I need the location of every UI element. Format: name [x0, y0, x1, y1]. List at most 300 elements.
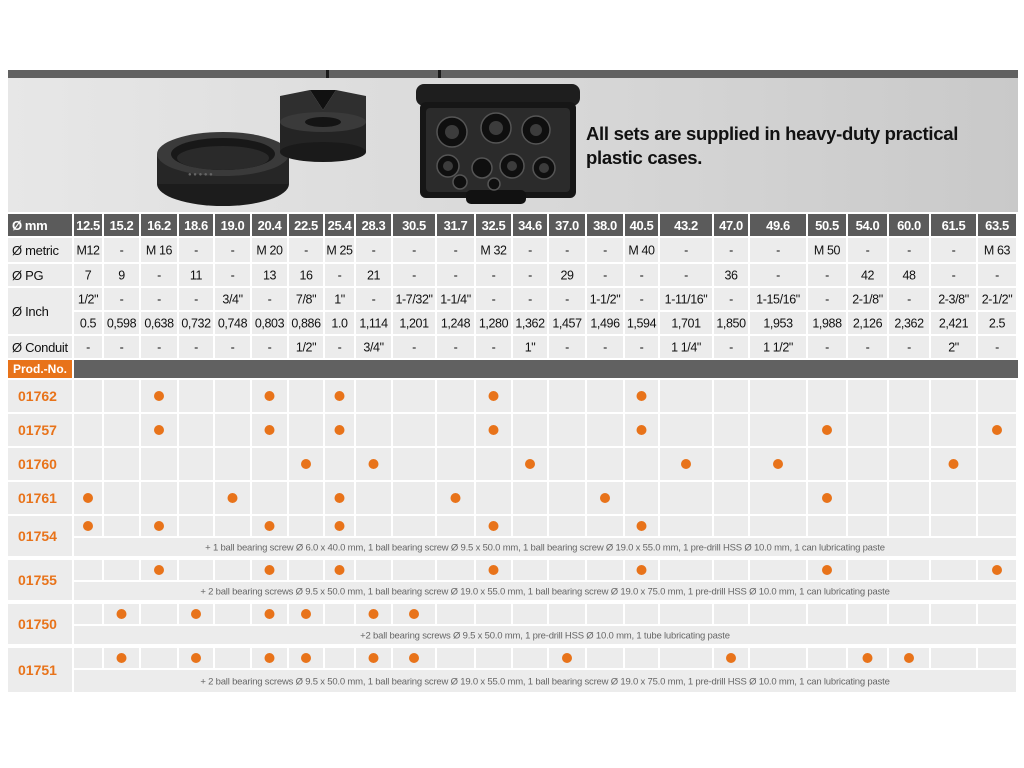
availability-dot	[265, 391, 275, 401]
product-cell	[437, 560, 474, 580]
mm-value: 49.6	[766, 218, 790, 233]
product-cell	[289, 560, 323, 580]
mm-value: 31.7	[443, 218, 468, 233]
product-cell	[714, 448, 748, 480]
inch_dec-value: 2,421	[938, 316, 969, 331]
product-cell	[437, 448, 474, 480]
product-cell	[848, 482, 887, 514]
inch-value: 1-1/4"	[440, 292, 471, 307]
product-cell	[549, 448, 585, 480]
product-cell	[513, 604, 547, 624]
product-cell	[660, 604, 712, 624]
availability-dot	[335, 565, 345, 575]
product-cell	[714, 482, 748, 514]
product-cell	[104, 516, 139, 536]
metric-value: -	[565, 243, 569, 258]
inch-value: -	[491, 292, 496, 307]
inch-value: 2-1/2"	[981, 292, 1013, 307]
pg-value: 48	[902, 268, 916, 283]
product-number: 01750	[18, 616, 57, 632]
availability-dot	[191, 653, 201, 663]
product-cell	[437, 414, 474, 446]
product-cell	[848, 516, 887, 536]
availability-dot	[992, 565, 1002, 575]
inch-value: -	[267, 292, 272, 307]
inch-value: -	[119, 292, 124, 307]
product-cell	[356, 560, 391, 580]
availability-dot	[637, 565, 647, 575]
product-cell	[393, 482, 435, 514]
product-cell	[513, 380, 547, 412]
product-cell	[549, 604, 585, 624]
availability-dot	[265, 565, 275, 575]
product-cell	[549, 560, 585, 580]
pg-row-label: Ø PG	[12, 268, 44, 283]
availability-dot	[822, 565, 832, 575]
inch-value: -	[907, 292, 911, 307]
mm-row-label: Ø mm	[12, 218, 48, 233]
product-cell	[808, 380, 846, 412]
availability-dot	[117, 653, 127, 663]
inch-value: 1-11/16"	[664, 292, 708, 307]
product-cell	[587, 414, 623, 446]
product-cell	[104, 482, 139, 514]
product-cell	[587, 380, 623, 412]
product-cell	[660, 380, 712, 412]
product-cell	[74, 448, 102, 480]
product-cell	[549, 380, 585, 412]
metric-value: -	[528, 243, 532, 258]
inch-value: -	[528, 292, 532, 307]
product-cell	[104, 380, 139, 412]
mm-value: 32.5	[481, 218, 506, 233]
product-cell	[750, 516, 806, 536]
availability-dot	[409, 609, 419, 619]
product-cell	[714, 516, 748, 536]
product-cell	[750, 648, 806, 668]
pg-value: -	[453, 268, 458, 283]
inch_dec-value: 1,594	[626, 316, 657, 331]
inch-value: -	[371, 292, 376, 307]
product-cell	[625, 604, 658, 624]
conduit-value: 2"	[948, 340, 959, 355]
availability-dot	[369, 609, 379, 619]
mm-value: 37.0	[555, 218, 579, 233]
inch_dec-value: 1,362	[515, 316, 545, 331]
mm-value: 38.0	[593, 218, 617, 233]
availability-dot	[301, 459, 311, 469]
product-cell	[549, 482, 585, 514]
product-cell	[660, 516, 712, 536]
pg-value: 9	[118, 268, 125, 283]
mm-value: 54.0	[855, 218, 880, 233]
mm-value: 28.3	[361, 218, 386, 233]
inch_dec-value: 0,638	[144, 316, 174, 331]
product-cell	[808, 448, 846, 480]
conduit-value: -	[491, 340, 496, 355]
inch-value: 2-1/8"	[852, 292, 883, 307]
product-cell	[179, 414, 213, 446]
availability-dot	[637, 521, 647, 531]
prodno-label: Prod.-No.	[13, 362, 67, 376]
availability-dot	[154, 391, 164, 401]
inch-value: 2-3/8"	[938, 292, 969, 307]
product-cell	[848, 448, 887, 480]
mm-value: 15.2	[109, 218, 134, 233]
mm-value: 25.4	[327, 218, 352, 233]
product-cell	[393, 380, 435, 412]
product-cell	[587, 448, 623, 480]
conduit-value: 1/2"	[295, 340, 317, 355]
product-cell	[325, 448, 354, 480]
product-cell	[931, 380, 976, 412]
product-cell	[978, 604, 1016, 624]
product-cell	[104, 414, 139, 446]
availability-dot	[265, 609, 275, 619]
conduit-value: -	[729, 340, 733, 355]
product-cell	[215, 380, 250, 412]
product-cell	[356, 482, 391, 514]
availability-dot	[451, 493, 461, 503]
availability-dot	[489, 565, 499, 575]
product-cell	[549, 516, 585, 536]
metric-value: -	[371, 243, 376, 258]
metric-value: -	[776, 243, 780, 258]
availability-dot	[154, 565, 164, 575]
inch-value: 7/8"	[295, 292, 317, 307]
pg-value: -	[491, 268, 496, 283]
availability-dot	[773, 459, 783, 469]
product-cell	[889, 482, 929, 514]
mm-value: 16.2	[147, 218, 171, 233]
product-cell	[476, 448, 511, 480]
inch_dec-value: 2.5	[988, 316, 1006, 331]
product-cell	[289, 414, 323, 446]
metric-value: -	[907, 243, 911, 258]
product-cell	[931, 414, 976, 446]
pg-value: -	[412, 268, 416, 283]
product-cell	[808, 516, 846, 536]
product-cell	[714, 604, 748, 624]
availability-dot	[154, 425, 164, 435]
availability-dot	[822, 493, 832, 503]
product-cell	[215, 516, 250, 536]
product-cell	[750, 482, 806, 514]
inch_dec-value: 1,496	[590, 316, 620, 331]
availability-dot	[265, 521, 275, 531]
product-cell	[141, 448, 177, 480]
pg-value: -	[528, 268, 532, 283]
metric-value: M12	[76, 243, 100, 258]
product-cell	[931, 604, 976, 624]
inch_dec-value: 1.0	[331, 316, 348, 331]
inch_dec-value: 2,362	[894, 316, 924, 331]
product-cell	[215, 560, 250, 580]
availability-dot	[117, 609, 127, 619]
conduit-value: -	[865, 340, 870, 355]
product-cell	[625, 648, 658, 668]
product-number: 01762	[18, 388, 57, 404]
mm-value: 40.5	[629, 218, 654, 233]
inch-value: 1-7/32"	[395, 292, 433, 307]
inch-value: 1"	[334, 292, 345, 307]
prodno-band	[74, 360, 1018, 378]
product-cell	[179, 380, 213, 412]
availability-dot	[562, 653, 572, 663]
metric-value: -	[951, 243, 956, 258]
pg-value: 13	[262, 268, 277, 283]
metric-value: -	[453, 243, 458, 258]
product-cell	[750, 414, 806, 446]
product-cell	[714, 380, 748, 412]
mm-value: 20.4	[257, 218, 282, 233]
product-cell	[104, 448, 139, 480]
availability-dot	[228, 493, 238, 503]
availability-dot	[681, 459, 691, 469]
product-number: 01751	[18, 662, 57, 678]
availability-dot	[154, 521, 164, 531]
product-cell	[587, 604, 623, 624]
product-cell	[808, 648, 846, 668]
product-cell	[74, 560, 102, 580]
metric-value: M 50	[813, 243, 841, 258]
product-cell	[660, 648, 712, 668]
product-cell	[356, 414, 391, 446]
inch-value: 1-1/2"	[589, 292, 621, 307]
inch-value: -	[565, 292, 569, 307]
inch_dec-value: 0.5	[79, 316, 97, 331]
metric-value: -	[304, 243, 308, 258]
pg-value: -	[825, 268, 829, 283]
availability-dot	[335, 493, 345, 503]
product-cell	[215, 648, 250, 668]
product-cell	[393, 448, 435, 480]
conduit-value: 1 1/4"	[671, 340, 701, 355]
availability-dot	[335, 521, 345, 531]
conduit-value: -	[86, 340, 90, 355]
pg-value: 11	[189, 268, 203, 283]
inch_dec-value: 1,988	[812, 316, 842, 331]
metric-value: -	[230, 243, 235, 258]
pg-value: 42	[860, 268, 875, 283]
product-cell	[356, 380, 391, 412]
product-cell	[714, 560, 748, 580]
conduit-value: -	[194, 340, 198, 355]
product-cell	[750, 560, 806, 580]
inch-value: -	[639, 292, 644, 307]
product-cell	[179, 482, 213, 514]
metric-value: M 25	[326, 243, 353, 258]
product-cell	[215, 604, 250, 624]
product-cell	[978, 516, 1016, 536]
conduit-value: -	[825, 340, 829, 355]
metric-row-label: Ø metric	[12, 243, 59, 258]
product-cell	[513, 560, 547, 580]
availability-dot	[191, 609, 201, 619]
inch-row-label: Ø Inch	[12, 304, 49, 319]
pg-value: -	[337, 268, 342, 283]
inch_dec-value: 1,701	[671, 316, 701, 331]
conduit-value: -	[119, 340, 124, 355]
availability-dot	[489, 521, 499, 531]
product-cell	[179, 560, 213, 580]
product-cell	[625, 448, 658, 480]
metric-value: M 40	[628, 243, 655, 258]
pg-value: 29	[560, 268, 574, 283]
availability-dot	[265, 425, 275, 435]
metric-value: -	[194, 243, 198, 258]
product-cell	[978, 448, 1016, 480]
availability-dot	[637, 391, 647, 401]
availability-dot	[301, 653, 311, 663]
product-cell	[750, 604, 806, 624]
product-cell	[513, 414, 547, 446]
metric-value: -	[412, 243, 416, 258]
pg-value: -	[603, 268, 607, 283]
pg-value: -	[157, 268, 161, 283]
product-cell	[625, 482, 658, 514]
product-cell	[141, 482, 177, 514]
product-cell	[252, 482, 287, 514]
product-number: 01754	[18, 528, 57, 544]
product-cell	[74, 648, 102, 668]
product-cell	[104, 560, 139, 580]
pg-value: -	[776, 268, 780, 283]
product-cell	[393, 560, 435, 580]
product-cell	[141, 648, 177, 668]
availability-dot	[949, 459, 959, 469]
conduit-value: -	[230, 340, 235, 355]
product-cell	[513, 482, 547, 514]
availability-dot	[992, 425, 1002, 435]
inch_dec-value: 1,201	[399, 316, 429, 331]
product-cell	[325, 604, 354, 624]
mm-value: 50.5	[815, 218, 839, 233]
inch_dec-value: 2,126	[852, 316, 883, 331]
conduit-value: -	[603, 340, 607, 355]
inch_dec-value: 1,850	[716, 316, 746, 331]
product-cell	[889, 448, 929, 480]
product-cell	[289, 380, 323, 412]
conduit-value: 3/4"	[363, 340, 384, 355]
product-cell	[978, 380, 1016, 412]
product-cell	[476, 482, 511, 514]
inch_dec-value: 1,248	[440, 316, 471, 331]
pg-value: -	[951, 268, 956, 283]
product-cell	[179, 448, 213, 480]
metric-value: -	[684, 243, 688, 258]
availability-dot	[83, 493, 93, 503]
inch-value: -	[157, 292, 161, 307]
product-cell	[393, 516, 435, 536]
availability-dot	[489, 425, 499, 435]
product-number: 01755	[18, 572, 57, 588]
product-cell	[660, 414, 712, 446]
inch-value: -	[194, 292, 198, 307]
metric-value: -	[729, 243, 733, 258]
product-number: 01760	[18, 456, 57, 472]
metric-value: M 63	[983, 243, 1011, 258]
inch_dec-value: 0,803	[254, 316, 285, 331]
availability-dot	[83, 521, 93, 531]
inch_dec-value: 1,114	[359, 316, 388, 331]
product-cell	[513, 648, 547, 668]
pg-value: -	[995, 268, 999, 283]
product-cell	[931, 648, 976, 668]
inch_dec-value: 0,598	[106, 316, 137, 331]
product-cell	[513, 516, 547, 536]
conduit-value: -	[337, 340, 342, 355]
product-cell	[74, 414, 102, 446]
availability-dot	[489, 391, 499, 401]
pg-value: 36	[724, 268, 738, 283]
product-cell	[437, 648, 474, 668]
product-cell	[889, 380, 929, 412]
availability-dot	[301, 609, 311, 619]
product-cell	[179, 516, 213, 536]
availability-dot	[600, 493, 610, 503]
product-cell	[141, 604, 177, 624]
conduit-value: -	[267, 340, 272, 355]
product-cell	[978, 482, 1016, 514]
conduit-value: -	[907, 340, 911, 355]
availability-dot	[335, 425, 345, 435]
product-cell	[889, 516, 929, 536]
mm-value: 30.5	[402, 218, 426, 233]
product-cell	[289, 516, 323, 536]
inch-value: -	[729, 292, 733, 307]
product-cell	[889, 560, 929, 580]
availability-dot	[265, 653, 275, 663]
availability-dot	[822, 425, 832, 435]
product-cell	[848, 604, 887, 624]
availability-dot	[726, 653, 736, 663]
mm-value: 61.5	[941, 218, 966, 233]
product-cell	[74, 604, 102, 624]
metric-value: -	[865, 243, 870, 258]
inch_dec-value: 1,280	[478, 316, 509, 331]
mm-value: 63.5	[985, 218, 1009, 233]
product-number: 01761	[18, 490, 57, 506]
product-cell	[325, 648, 354, 668]
inch-value: 3/4"	[222, 292, 243, 307]
pg-value: -	[684, 268, 688, 283]
product-cell	[750, 380, 806, 412]
pg-value: -	[230, 268, 235, 283]
product-cell	[587, 648, 623, 668]
conduit-value: 1"	[524, 340, 536, 355]
product-cell	[437, 604, 474, 624]
product-cell	[587, 516, 623, 536]
availability-dot	[863, 653, 873, 663]
metric-value: M 32	[480, 243, 507, 258]
product-cell	[393, 414, 435, 446]
product-cell	[848, 560, 887, 580]
inch_dec-value: 0,886	[291, 316, 321, 331]
mm-value: 47.0	[719, 218, 743, 233]
availability-dot	[904, 653, 914, 663]
mm-value: 60.0	[897, 218, 921, 233]
availability-dot	[525, 459, 535, 469]
product-note: +2 ball bearing screws Ø 9.5 x 50.0 mm, 1 pre-drill HSS Ø 10.0 mm, 1 tube lubricating paste	[360, 630, 730, 642]
pg-value: 21	[366, 268, 381, 283]
product-cell	[848, 414, 887, 446]
mm-value: 19.0	[220, 218, 245, 233]
mm-value: 34.6	[518, 218, 542, 233]
availability-dot	[335, 391, 345, 401]
metric-value: M 20	[256, 243, 283, 258]
metric-value: -	[603, 243, 607, 258]
